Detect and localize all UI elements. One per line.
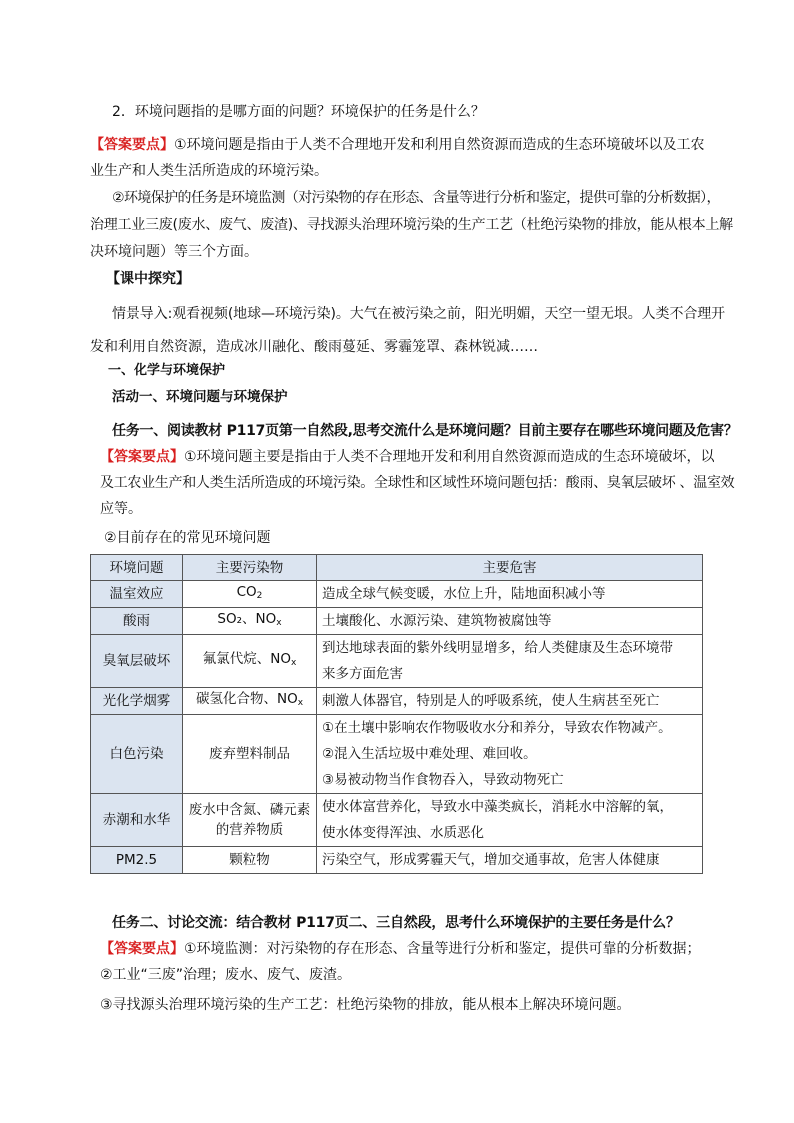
harm-line: 使水体变得浑浊、水质恶化 xyxy=(322,825,484,841)
task2-title: 任务二、讨论交流：结合教材 P117页二、三自然段，思考什么环境保护的主要任务是什么？ xyxy=(112,915,680,931)
task1-title: 任务一、阅读教材 P117页第一自然段,思考交流什么是环境问题？目前主要存在哪些环境问题及危害？ xyxy=(112,423,738,439)
environment-problems-table xyxy=(90,554,703,874)
harm-line: 土壤酸化、水源污染、建筑物被腐蚀等 xyxy=(322,613,552,629)
cell-harm xyxy=(317,581,703,608)
cell-pollutant xyxy=(183,847,317,874)
table-row xyxy=(91,635,703,688)
cell-pollutant xyxy=(183,608,317,635)
cell-harm xyxy=(317,715,703,794)
pollutant-text: 碳氢化合物、NO xyxy=(195,691,298,707)
cell-pollutant xyxy=(183,581,317,608)
table-caption: ②目前存在的常见环境问题 xyxy=(104,530,271,546)
pollutant-text: 废水中含氮、磷元素的营养物质 xyxy=(188,802,311,838)
cell-pollutant xyxy=(183,715,317,794)
q2-answer1-a: ①环境问题是指由于人类不合理地开发和利用自然资源而造成的生态环境破坏以及工农 xyxy=(174,137,705,153)
q2-answer-line-1 xyxy=(90,136,705,154)
pollutant-subscript: x xyxy=(297,698,304,708)
harm-line: 使水体富营养化，导致水中藻类疯长，消耗水中溶解的氧， xyxy=(322,799,673,815)
cell-harm xyxy=(317,847,703,874)
harm-line: ②混入生活垃圾中难处理、难回收。 xyxy=(322,746,537,762)
cell-problem: PM2.5 xyxy=(91,847,183,874)
harm-line: 刺激人体器官，特别是人的呼吸系统，使人生病甚至死亡 xyxy=(322,693,660,709)
header-problem: 环境问题 xyxy=(91,555,183,581)
q2-answer2-c: 决环境问题）等三个方面。 xyxy=(90,244,258,260)
harm-line: ①在土壤中影响农作物吸收水分和养分，导致农作物减产。 xyxy=(322,720,672,736)
pollutant-subscript: 2 xyxy=(256,591,263,601)
task2-answer-b: ②工业“三废”治理；废水、废气、废渣。 xyxy=(100,967,352,983)
header-harm: 主要危害 xyxy=(317,555,703,581)
task2-answer-line-1 xyxy=(100,940,701,958)
q2-question: 2．环境问题指的是哪方面的问题？环境保护的任务是什么？ xyxy=(112,104,485,120)
cell-harm xyxy=(317,608,703,635)
task1-answer-line-1 xyxy=(100,448,715,466)
cell-problem: 光化学烟雾 xyxy=(91,688,183,715)
task1-answer-c: 应等。 xyxy=(100,501,142,517)
answer-tag: 【答案要点】 xyxy=(100,941,184,957)
cell-harm xyxy=(317,688,703,715)
answer-tag: 【答案要点】 xyxy=(100,449,184,465)
cell-problem: 臭氧层破坏 xyxy=(91,635,183,688)
cell-problem: 酸雨 xyxy=(91,608,183,635)
cell-pollutant xyxy=(183,794,317,847)
cell-problem: 白色污染 xyxy=(91,715,183,794)
section-heading: 一、化学与环境保护 xyxy=(108,363,226,378)
harm-line: 污染空气，形成雾霾天气，增加交通事故，危害人体健康 xyxy=(322,852,660,868)
intro-line-1: 情景导入:观看视频(地球—环境污染)。大气在被污染之前，阳光明媚，天空一望无垠。人类不合理开 xyxy=(112,306,726,322)
explore-heading: 【课中探究】 xyxy=(106,271,190,287)
harm-line: ③易被动物当作食物吞入，导致动物死亡 xyxy=(322,772,564,788)
q2-answer2-a: ②环境保护的任务是环境监测（对污染物的存在形态、含量等进行分析和鉴定，提供可靠的分析数据）， xyxy=(112,190,720,206)
pollutant-text: 颗粒物 xyxy=(229,852,270,868)
harm-line: 到达地球表面的紫外线明显增多，给人类健康及生态环境带 xyxy=(322,640,673,656)
header-pollutant: 主要污染物 xyxy=(183,555,317,581)
pollutant-text: CO xyxy=(236,584,257,600)
activity-heading: 活动一、环境问题与环境保护 xyxy=(112,389,288,405)
cell-harm xyxy=(317,794,703,847)
pollutant-text: 氟氯代烷、NO xyxy=(202,651,291,667)
q2-answer2-b: 治理工业三废(废水、废气、废渣)、寻找源头治理环境污染的生产工艺（杜绝污染物的排放，能从根本上解 xyxy=(90,217,733,233)
pollutant-subscript: x xyxy=(276,618,282,628)
pollutant-text: SO₂、NO xyxy=(217,611,277,627)
table-row xyxy=(91,715,703,794)
harm-line: 造成全球气候变暖，水位上升，陆地面积减小等 xyxy=(322,586,606,602)
task1-answer-b: 及工农业生产和人类生活所造成的环境污染。全球性和区域性环境问题包括：酸雨、臭氧层破坏 、温室效 xyxy=(100,475,735,491)
task1-answer-a: ①环境问题主要是指由于人类不合理地开发和利用自然资源而造成的生态环境破坏，以 xyxy=(184,449,715,465)
cell-harm xyxy=(317,635,703,688)
cell-problem: 赤潮和水华 xyxy=(91,794,183,847)
cell-pollutant xyxy=(183,635,317,688)
pollutant-text: 废弃塑料制品 xyxy=(209,746,290,762)
table-row xyxy=(91,794,703,847)
table-row xyxy=(91,581,703,608)
table-row xyxy=(91,847,703,874)
task2-answer-c: ③寻找源头治理环境污染的生产工艺：杜绝污染物的排放，能从根本上解决环境问题。 xyxy=(100,997,631,1013)
intro-line-2: 发和利用自然资源，造成冰川融化、酸雨蔓延、雾霾笼罩、森林锐减…… xyxy=(90,339,538,355)
answer-tag: 【答案要点】 xyxy=(90,137,174,153)
harm-line: 来多方面危害 xyxy=(322,666,403,682)
task2-answer-a: ①环境监测：对污染物的存在形态、含量等进行分析和鉴定，提供可靠的分析数据； xyxy=(184,941,701,957)
q2-answer1-b: 业生产和人类生活所造成的环境污染。 xyxy=(90,163,328,179)
table-row xyxy=(91,608,703,635)
cell-problem: 温室效应 xyxy=(91,581,183,608)
table-row xyxy=(91,688,703,715)
table-header-row xyxy=(91,555,703,581)
pollutant-subscript: x xyxy=(290,658,297,668)
cell-pollutant xyxy=(183,688,317,715)
